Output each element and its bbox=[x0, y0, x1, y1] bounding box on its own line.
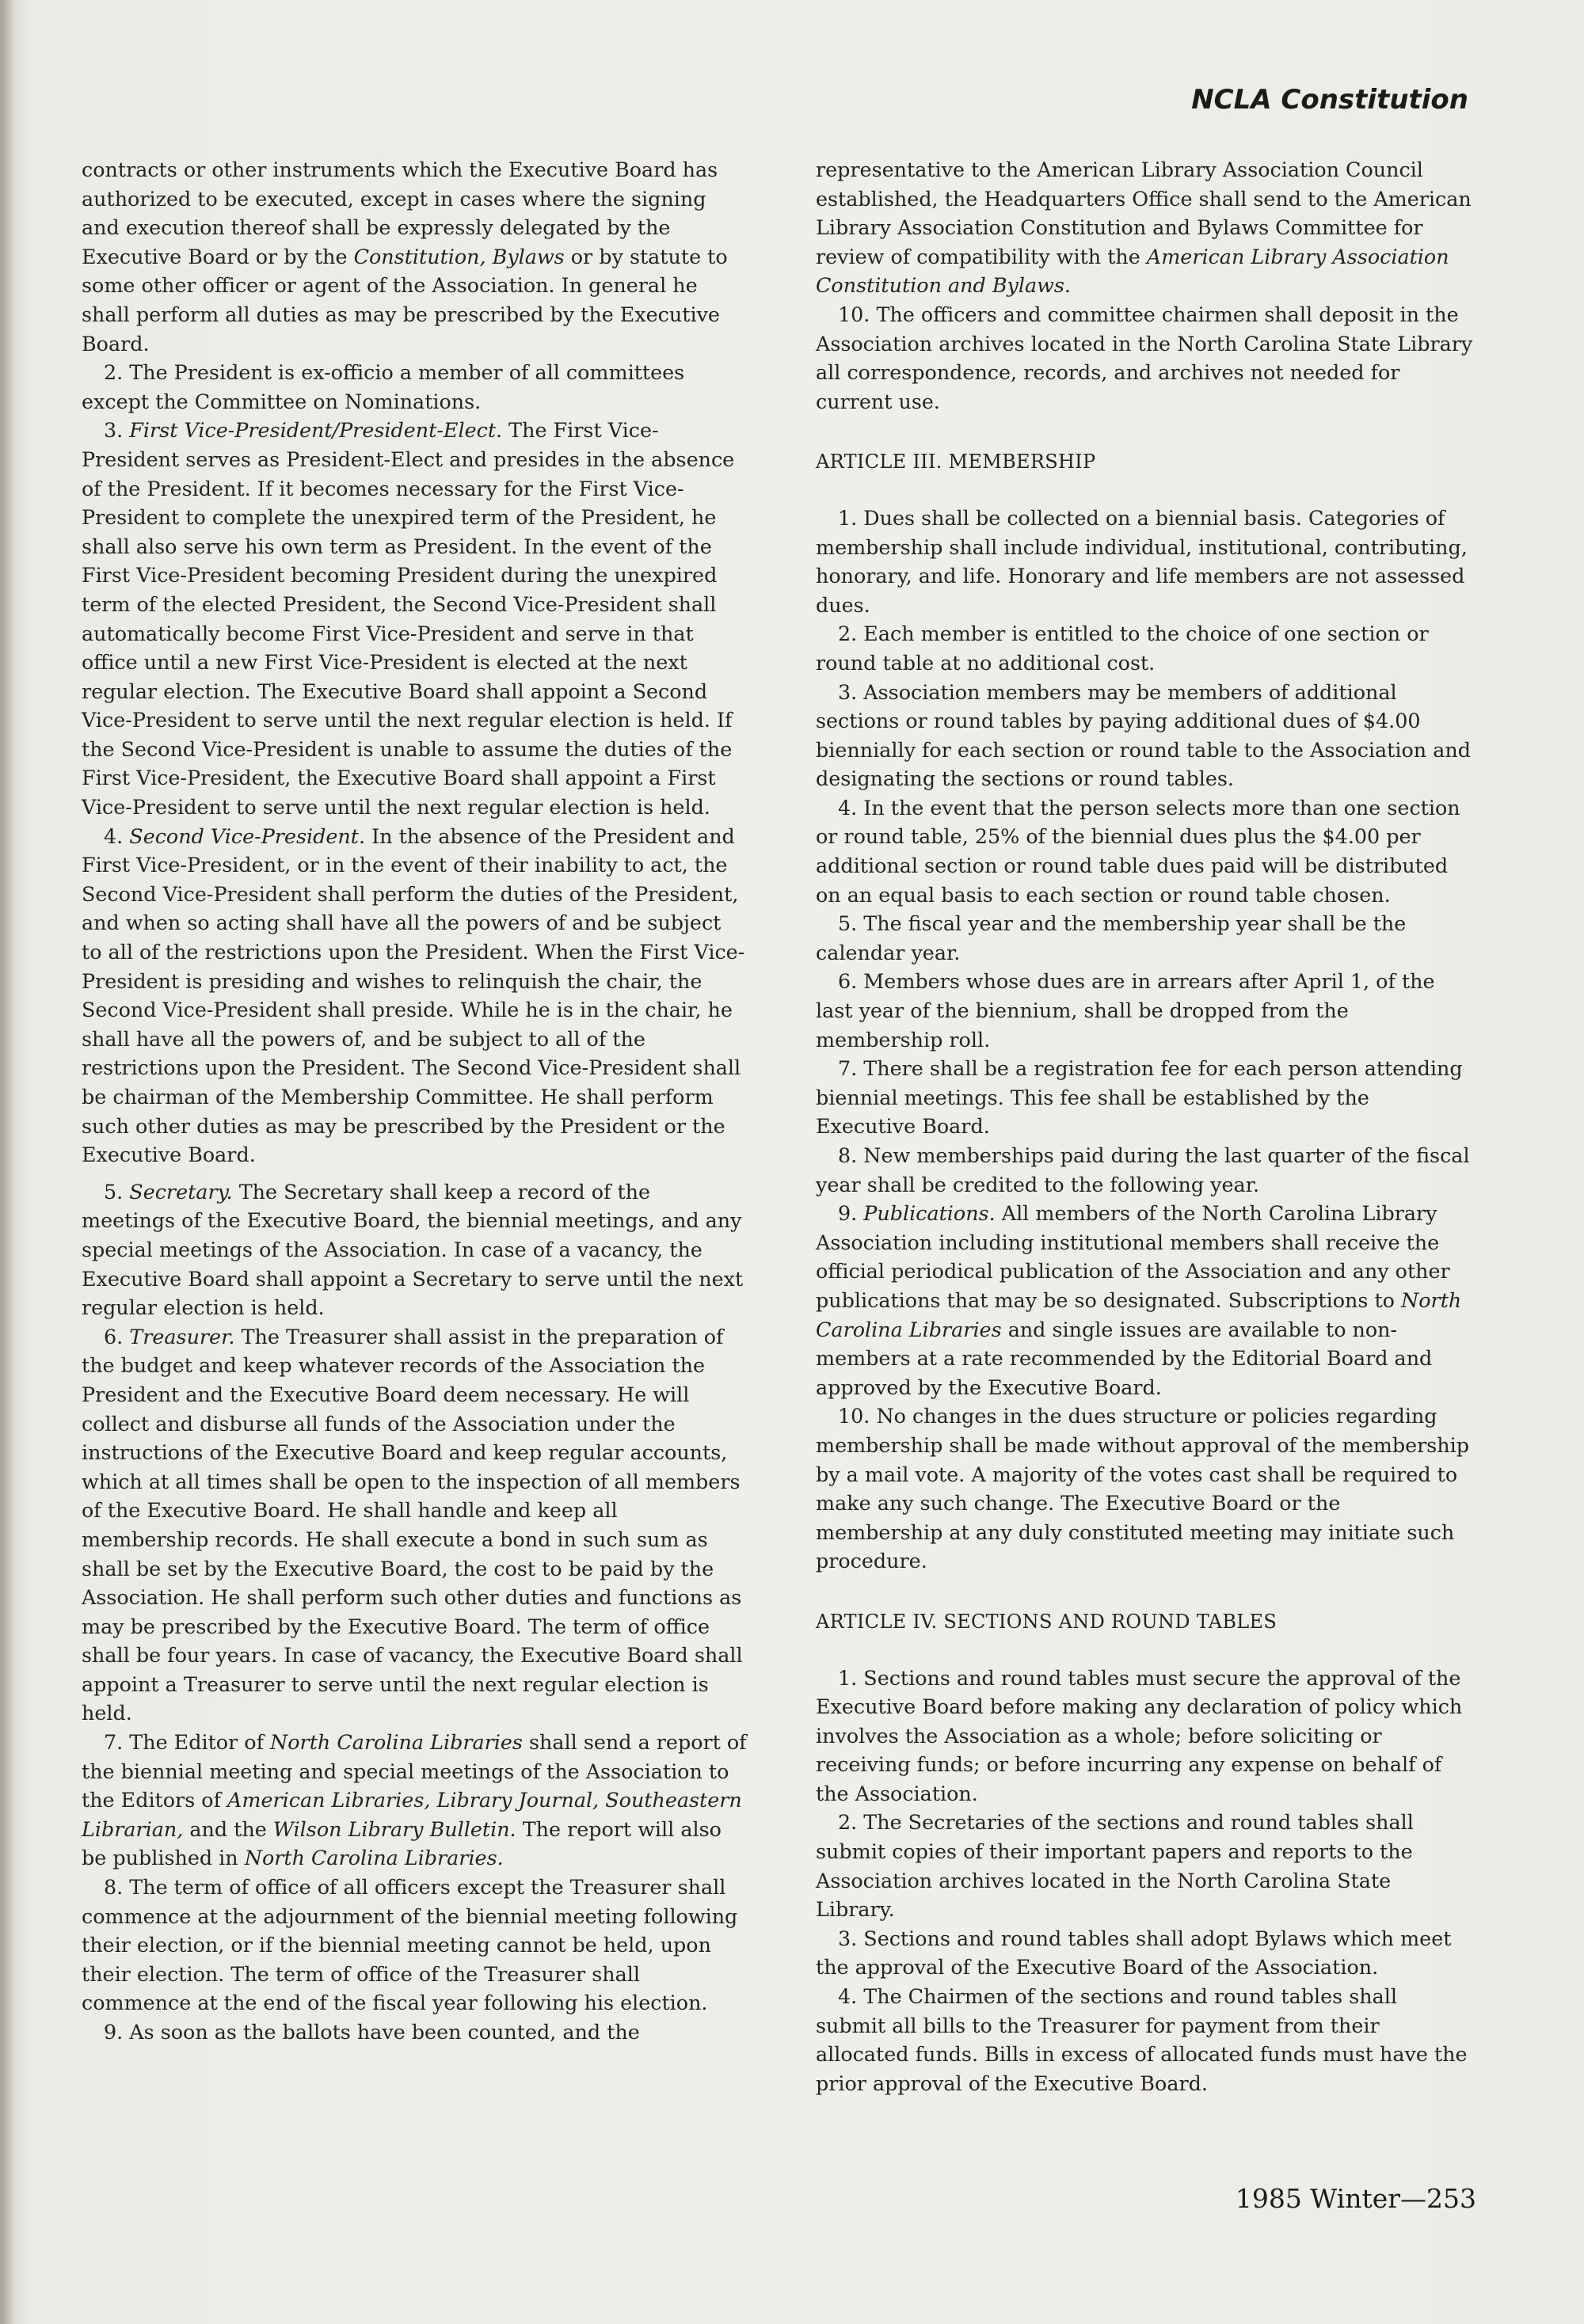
paragraph: 5. Secretary. The Secretary shall keep a record of the meetings of the Executive Board, the biennial meetings, and any special meetings of the Association. In case of a vacancy, the Executive Board shall appoint a Secretary to serve until the next regular election is held. bbox=[82, 1179, 744, 1320]
paragraph: 1. Dues shall be collected on a biennial basis. Categories of membership shall include individual, institutional, contributing, honorary, and life. Honorary and life members are not assessed dues. bbox=[816, 505, 1468, 617]
left-column bbox=[82, 155, 747, 2047]
paragraph: 6. Members whose dues are in arrears after April 1, of the last year of the biennium, shall be dropped from the membership roll. bbox=[816, 969, 1435, 1052]
paragraph: 2. Each member is entitled to the choice of one section or round table at no additional cost. bbox=[816, 622, 1429, 675]
paragraph: 5. The fiscal year and the membership year shall be the calendar year. bbox=[816, 911, 1407, 964]
paragraph: 3. First Vice-President/President-Elect. The First Vice-President serves as President-Elect and presides in the absence of the President. If it becomes necessary for the First Vice-President to complete the unexpired term of the President, he shall also serve his own term as President. In the event of the First Vice-President becoming President during the unexpired term of the elected President, the Second Vice-President shall automatically become First Vice-President and serve in that office until a new First Vice-President is elected at the next regular election. The Executive Board shall appoint a Second Vice-President to serve until the next regular election is held. If the Second Vice-President is unable to assume the duties of the First Vice-President, the Executive Board shall appoint a First Vice-President to serve until the next regular election is held. bbox=[82, 418, 735, 820]
spine-shadow bbox=[0, 0, 14, 2324]
paragraph-continued: contracts or other instruments which the Executive Board has authorized to be executed, except in cases where the signing and execution thereof shall be expressly delegated by the Executive Board or by the Constitution, Bylaws or by statute to some other officer or agent of the Association. In general he shall perform all duties as may be prescribed by the Executive Board. bbox=[82, 158, 728, 356]
paragraph: 3. Association members may be members of additional sections or round tables by paying additional dues of $4.00 biennially for each section or round table to the Association and designating the sections or round tables. bbox=[816, 679, 1471, 791]
paragraph: 7. There shall be a registration fee for each person attending biennial meetings. This fee shall be established by the Executive Board. bbox=[816, 1056, 1463, 1139]
paragraph: 2. The Secretaries of the sections and round tables shall submit copies of their important papers and reports to the Association archives located in the North Carolina State Library. bbox=[816, 1810, 1414, 1922]
paragraph: 6. Treasurer. The Treasurer shall assist in the preparation of the budget and keep whatever records of the Association the President and the Executive Board deem necessary. He will collect and disburse all funds of the Association under the instructions of the Executive Board and keep regular accounts, which at all times shall be open to the inspection of all members of the Executive Board. He shall handle and keep all membership records. He shall execute a bond in such sum as shall be set by the Executive Board, the cost to be paid by the Association. He shall perform such other duties and functions as may be prescribed by the Executive Board. The term of office shall be four years. In case of vacancy, the Executive Board shall appoint a Treasurer to serve until the next regular election is held. bbox=[82, 1324, 743, 1725]
paragraph: 4. The Chairmen of the sections and round tables shall submit all bills to the Treasurer for payment from their allocated funds. Bills in excess of allocated funds must have the prior approval of the Executive Board. bbox=[816, 1984, 1468, 2095]
paragraph: 10. No changes in the dues structure or policies regarding membership shall be made without approval of the membership by a mail vote. A majority of the votes cast shall be required to make any such change. The Executive Board or the membership at any duly constituted meeting may initiate such procedure. bbox=[816, 1404, 1469, 1573]
paragraph: 9. Publications. All members of the North Carolina Library Association including institutional members shall receive the official periodical publication of the Association and any other publications that may be so designated. Subscriptions to North Carolina Libraries and single issues are available to non-members at a rate recommended by the Editorial Board and approved by the Executive Board. bbox=[816, 1201, 1462, 1399]
paragraph-continued: representative to the American Library Association Council established, the Headquarters Office shall send to the American Library Association Constitution and Bylaws Committee for review of compatibility with the American Library Association Constitution and Bylaws. bbox=[816, 158, 1472, 298]
paragraph: 8. New memberships paid during the last quarter of the fiscal year shall be credited to the following year. bbox=[816, 1143, 1470, 1196]
article-iii-heading: ARTICLE III. MEMBERSHIP bbox=[816, 451, 1096, 474]
page-number: 1985 Winter—253 bbox=[1235, 2183, 1476, 2214]
article-iv-heading: ARTICLE IV. SECTIONS AND ROUND TABLES bbox=[816, 1610, 1277, 1633]
running-head: NCLA Constitution bbox=[1191, 84, 1468, 116]
paragraph: 4. In the event that the person selects more than one section or round table, 25% of the biennial dues plus the $4.00 per additional section or round table dues paid will be distributed on an equal basis to each section or round table chosen. bbox=[816, 795, 1460, 907]
paragraph: 7. The Editor of North Carolina Libraries shall send a report of the biennial meeting and special meetings of the Association to the Editors of American Libraries, Library Journal, Southeastern Librarian, and the Wilson Library Bulletin. The report will also be published in North Carolina Libraries. bbox=[82, 1730, 747, 1870]
paragraph: 2. The President is ex-officio a member of all committees except the Committee on Nominations. bbox=[82, 360, 685, 413]
paragraph: 3. Sections and round tables shall adopt Bylaws which meet the approval of the Executive Board of the Association. bbox=[816, 1926, 1452, 1980]
paragraph: 4. Second Vice-President. In the absence of the President and First Vice-President, or in the event of their inability to act, the Second Vice-President shall perform the duties of the President, and when so acting shall have all the powers of and be subject to all of the restrictions upon the President. When the First Vice-President is presiding and wishes to relinquish the chair, the Second Vice-President shall preside. While he is in the chair, he shall have all the powers of, and be subject to all of the restrictions upon the President. The Second Vice-President shall be chairman of the Membership Committee. He shall perform such other duties as may be prescribed by the President or the Executive Board. bbox=[82, 823, 745, 1167]
right-column bbox=[816, 155, 1473, 2098]
paragraph: 1. Sections and round tables must secure the approval of the Executive Board before making any declaration of policy which involves the Association as a whole; before soliciting or receiving funds; or before incurring any expense on behalf of the Association. bbox=[816, 1665, 1463, 1805]
paragraph: 9. As soon as the ballots have been counted, and the bbox=[104, 2020, 640, 2044]
paragraph: 8. The term of office of all officers except the Treasurer shall commence at the adjournment of the biennial meeting following their election, or if the biennial meeting cannot be held, upon their election. The term of office of the Treasurer shall commence at the end of the fiscal year following his election. bbox=[82, 1875, 738, 2015]
paragraph: 10. The officers and committee chairmen shall deposit in the Association archives located in the North Carolina State Library all correspondence, records, and archives not needed for current use. bbox=[816, 302, 1473, 413]
